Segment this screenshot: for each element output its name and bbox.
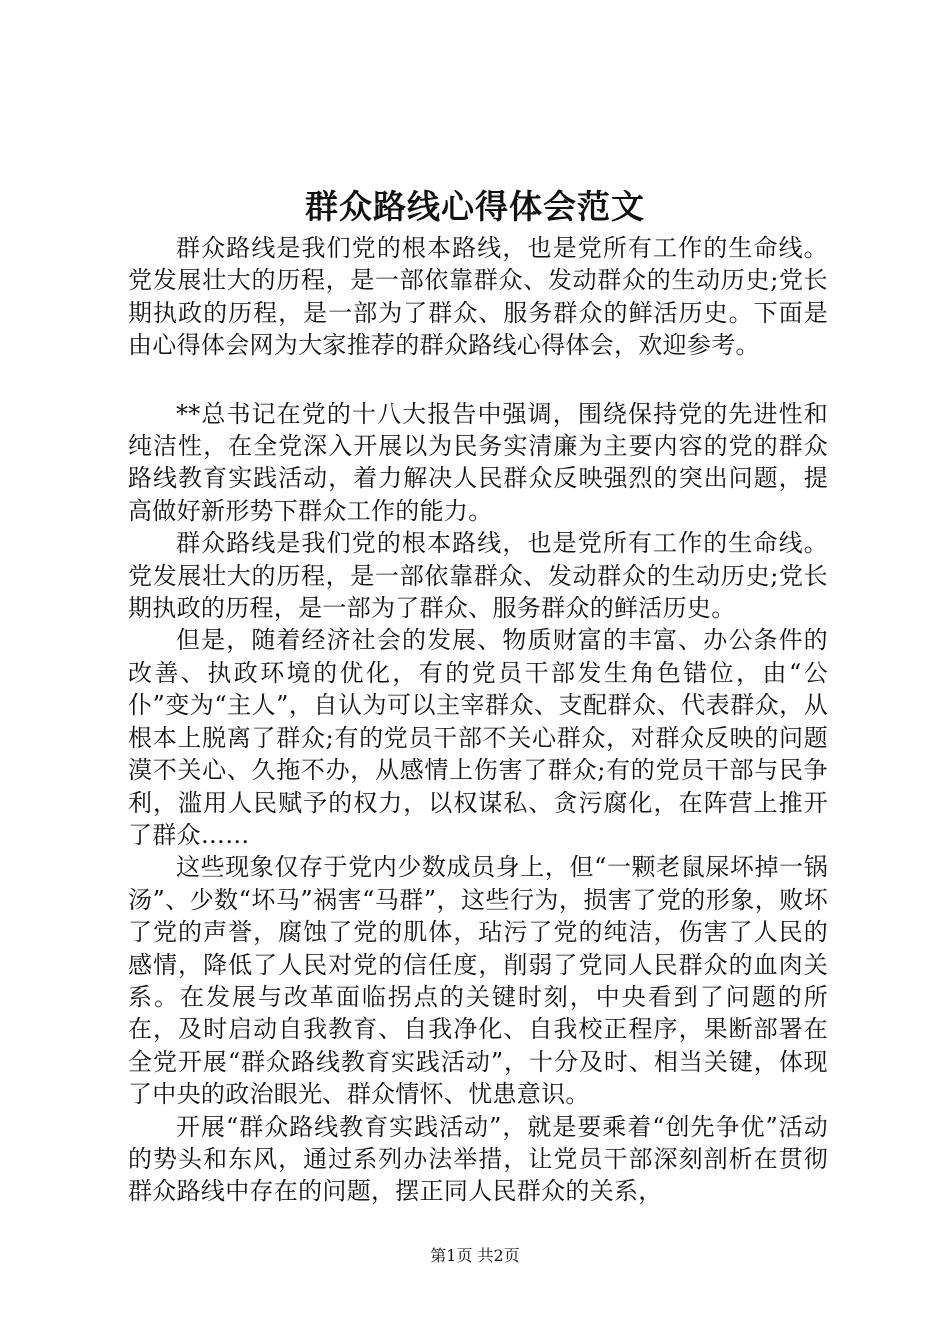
body-paragraph: 但是，随着经济社会的发展、物质财富的丰富、办公条件的改善、执政环境的优化，有的党员干部发生角色错位，由“公仆”变为“主人”，自认为可以主宰群众、支配群众、代表群众，从根本上脱离了群众;有的党员干部不关心群众，对群众反映的问题漠不关心、久拖不办，从感情上伤害了群众;有的党员干部与民争利，滥用人民赋予的权力，以权谋私、贪污腐化，在阵营上推开了群众…… [128,626,828,849]
body-paragraph: 开展“群众路线教育实践活动”，就是要乘着“创先争优”活动的势头和东风，通过系列办法举措，让党员干部深刻剖析在贯彻群众路线中存在的问题，摆正同人民群众的关系， [128,1112,828,1206]
intro-paragraph: 群众路线是我们党的根本路线，也是党所有工作的生命线。党发展壮大的历程，是一部依靠群众、发动群众的生动历史;党长期执政的历程，是一部为了群众、服务群众的鲜活历史。下面是由心得体会网为大家推荐的群众路线心得体会，欢迎参考。 [128,234,828,360]
document-body [128,232,828,1208]
body-paragraph: **总书记在党的十八大报告中强调，围绕保持党的先进性和纯洁性，在全党深入开展以为民务实清廉为主要内容的党的群众路线教育实践活动，着力解决人民群众反映强烈的突出问题，提高做好新形势下群众工作的能力。 [128,399,828,525]
page-number-footer: 第1页 共2页 [430,1246,520,1265]
body-paragraph: 这些现象仅存于党内少数成员身上，但“一颗老鼠屎坏掉一锅汤”、少数“坏马”祸害“马群”，这些行为，损害了党的形象，败坏了党的声誉，腐蚀了党的肌体，玷污了党的纯洁，伤害了人民的感情，降低了人民对党的信任度，削弱了党同人民群众的血肉关系。在发展与改革面临拐点的关键时刻，中央看到了问题的所在，及时启动自我教育、自我净化、自我校正程序，果断部署在全党开展“群众路线教育实践活动”，十分及时、相当关键，体现了中央的政治眼光、群众情怀、忧患意识。 [128,853,828,1109]
document-title: 群众路线心得体会范文 [305,187,645,226]
body-paragraph: 群众路线是我们党的根本路线，也是党所有工作的生命线。党发展壮大的历程，是一部依靠群众、发动群众的生动历史;党长期执政的历程，是一部为了群众、服务群众的鲜活历史。 [128,529,828,623]
